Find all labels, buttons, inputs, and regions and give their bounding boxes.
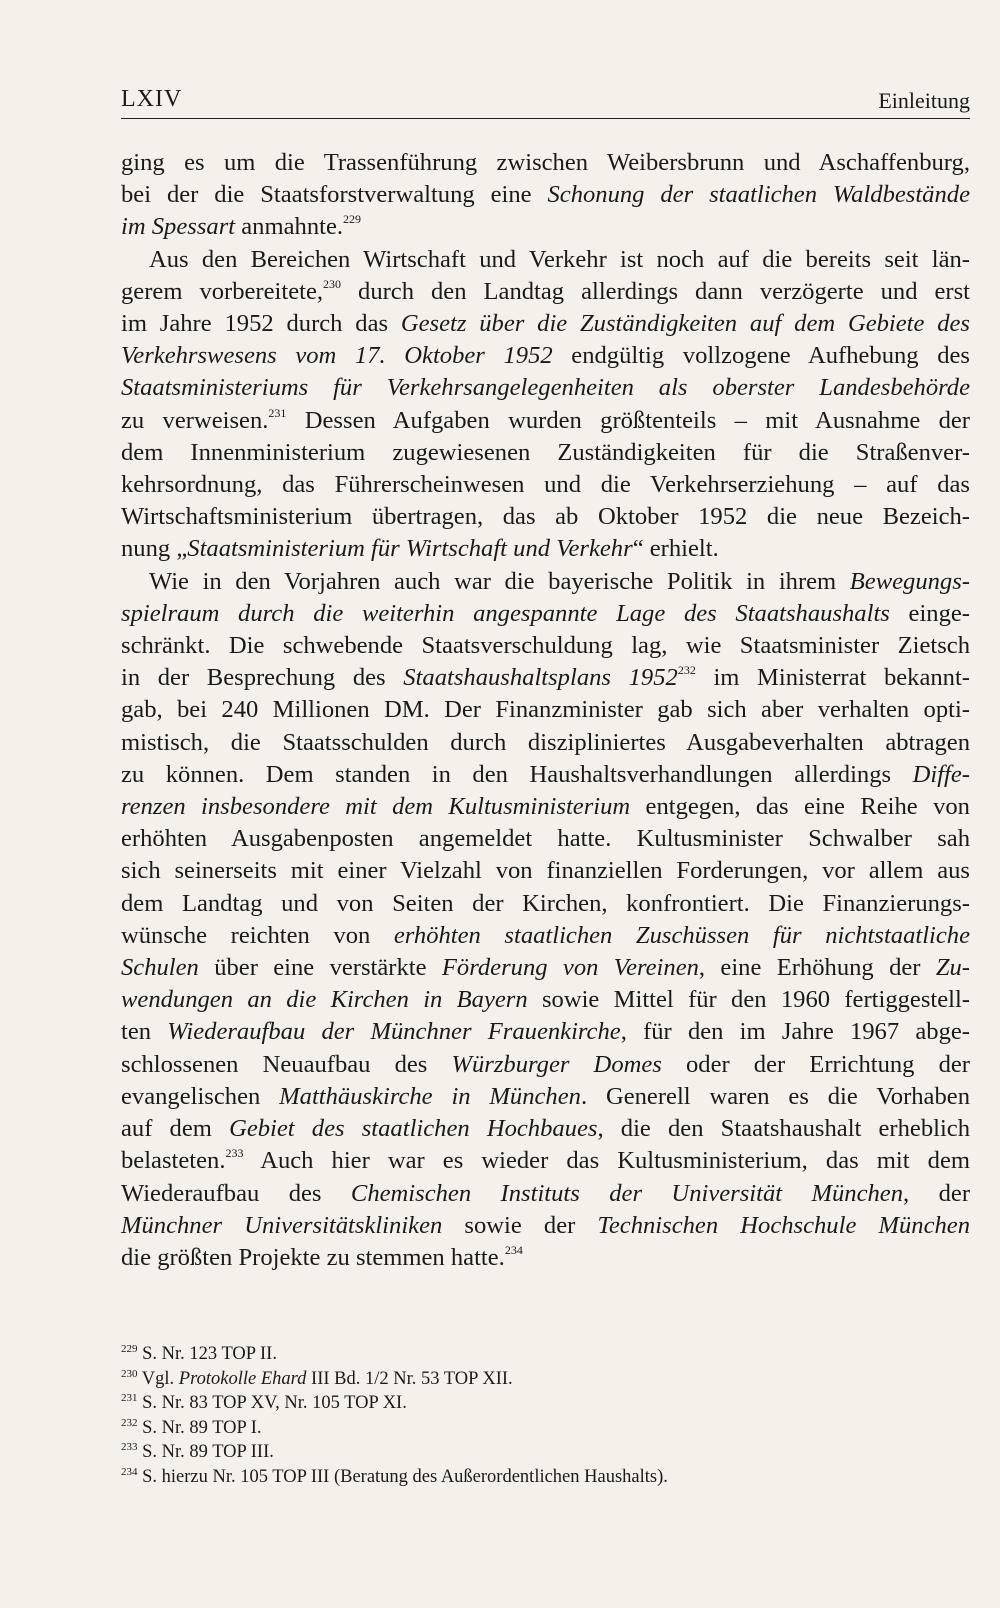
text-line <box>121 566 970 598</box>
text-line <box>121 340 970 372</box>
text-run: oder der Errichtung der <box>661 1050 970 1078</box>
text-line <box>121 405 970 437</box>
footnote-ref: 233 <box>225 1146 244 1161</box>
text-line <box>121 308 970 340</box>
text-run: evangelischen <box>121 1082 280 1110</box>
text-run: sowie der <box>442 1211 598 1239</box>
text-line <box>121 372 970 404</box>
italic-text: im Spessart <box>121 213 236 241</box>
footnote <box>121 1416 970 1441</box>
italic-text: Staatshaushaltsplans 1952 <box>403 664 678 692</box>
italic-text: wendungen an die Kirchen in Bayern <box>121 986 528 1014</box>
text-line <box>121 533 970 565</box>
text-run: anmahnte. <box>235 213 344 241</box>
text-line <box>121 759 970 791</box>
text-run: kehrsordnung, das Führerscheinwesen und die Verkehrserziehung – auf das <box>121 471 970 499</box>
text-run: erhöhten Ausgabenposten angemeldet hatte. Kultusminister Schwalber sah <box>121 825 970 853</box>
text-run: S. Nr. 123 TOP II. <box>142 1344 277 1364</box>
text-run: Auch hier war es wieder das Kultusministerium, das mit dem <box>243 1147 970 1175</box>
text-run: Aus den Bereichen Wirtschaft und Verkehr ist noch auf die bereits seit län- <box>149 245 970 273</box>
text-run: ten <box>121 1018 168 1046</box>
text-run: endgültig vollzogene Aufhebung des <box>552 342 970 370</box>
text-line <box>121 501 970 533</box>
footnote <box>121 1391 970 1416</box>
footnote <box>121 1342 970 1367</box>
italic-text: Förderung von Vereinen <box>441 954 699 982</box>
text-run: schlossenen Neuaufbau des <box>121 1050 452 1078</box>
footnote-number: 231 <box>121 1392 138 1405</box>
italic-text: Zu- <box>935 954 970 982</box>
italic-text: Diffe- <box>912 760 970 788</box>
text-line <box>121 952 970 984</box>
footnote-number: 229 <box>121 1343 138 1355</box>
text-run: über eine verstärkte <box>198 954 442 982</box>
text-line <box>121 1049 970 1081</box>
text-run: sich seinerseits mit einer Vielzahl von finanziellen Forderungen, vor allem aus <box>121 857 970 885</box>
italic-text: Matthäuskirche in München <box>279 1082 581 1110</box>
text-run: , für den im Jahre 1967 abge- <box>620 1018 970 1046</box>
italic-text: Schulen <box>121 954 199 982</box>
text-line <box>121 1210 970 1242</box>
text-line <box>121 179 970 211</box>
italic-text: renzen insbesondere mit dem Kultusministerium <box>121 793 631 821</box>
text-run: , der <box>903 1179 971 1207</box>
text-line <box>121 211 970 243</box>
text-run: im Jahre 1952 durch das <box>121 310 401 338</box>
footnote <box>121 1465 970 1490</box>
text-line <box>121 662 970 694</box>
text-line <box>121 630 970 662</box>
italic-text: Staatsministeriums für Verkehrsangelegenheiten als oberster Landesbehörde <box>121 374 970 402</box>
text-run: nung „ <box>121 535 188 563</box>
italic-text: Staatsministerium für Wirtschaft und Verkehr <box>187 535 633 563</box>
text-line <box>121 984 970 1016</box>
footnote-number: 232 <box>121 1416 138 1429</box>
text-run: einge- <box>889 599 970 627</box>
text-line <box>121 276 970 308</box>
text-line <box>121 1178 970 1210</box>
text-run: , die den Staatshaushalt erheblich <box>597 1115 971 1143</box>
footnote-ref: 234 <box>504 1242 523 1257</box>
footnote-ref: 231 <box>268 405 287 420</box>
text-run: dem Innenministerium zugewiesenen Zuständigkeiten für die Straßenver- <box>121 438 970 466</box>
italic-text: Münchner Universitätskliniken <box>121 1211 443 1239</box>
text-run: Vgl. <box>141 1368 179 1389</box>
text-run: belasteten. <box>121 1147 226 1175</box>
italic-text: Gebiet des staatlichen Hochbaues <box>229 1115 598 1143</box>
text-run: Wirtschaftsministerium übertragen, das ab Oktober 1952 die neue Bezeich- <box>121 503 970 531</box>
text-run: ging es um die Trassenführung zwischen Weibersbrunn und Aschaffenburg, <box>121 149 970 176</box>
text-run: . Generell waren es die Vorhaben <box>580 1082 970 1110</box>
running-header <box>121 82 970 119</box>
italic-text: erhöhten staatlichen Zuschüssen für nichtstaatliche <box>393 921 970 949</box>
text-run: S. Nr. 89 TOP I. <box>142 1417 262 1438</box>
text-line <box>121 727 970 759</box>
text-line <box>121 1242 970 1274</box>
italic-text: Würzburger Domes <box>451 1050 662 1078</box>
text-line <box>121 920 970 952</box>
text-run: gab, bei 240 Millionen DM. Der Finanzminister gab sich aber verhalten opti- <box>121 696 970 724</box>
text-line <box>121 1113 970 1145</box>
text-line <box>121 1016 970 1048</box>
italic-text: Verkehrswesens vom 17. Oktober 1952 <box>121 342 553 370</box>
text-run: Wiederaufbau des <box>121 1179 351 1207</box>
text-run: auf dem <box>121 1115 230 1143</box>
text-run: die größten Projekte zu stemmen hatte. <box>121 1243 505 1271</box>
italic-text: Protokolle Ehard <box>178 1368 307 1389</box>
text-line <box>121 469 970 501</box>
italic-text: Chemischen Instituts der Universität München <box>350 1179 904 1207</box>
italic-text: Schonung der staatlichen Waldbestände <box>547 181 970 209</box>
text-run: “ erhielt. <box>632 535 719 563</box>
text-line <box>121 855 970 887</box>
text-run: bei der die Staatsforstverwaltung eine <box>121 181 548 209</box>
footnote <box>121 1367 970 1392</box>
text-run: , eine Erhöhung der <box>698 954 936 982</box>
text-line <box>121 244 970 276</box>
text-run: dem Landtag und von Seiten der Kirchen, konfrontiert. Die Finanzierungs- <box>121 889 970 917</box>
italic-text: Technischen Hochschule München <box>597 1211 970 1239</box>
italic-text: Wiederaufbau der Münchner Frauenkirche <box>167 1018 621 1046</box>
text-run: schränkt. Die schwebende Staatsverschuldung lag, wie Staatsminister Zietsch <box>121 632 970 660</box>
text-line <box>121 1145 970 1177</box>
text-run: III Bd. 1/2 Nr. 53 TOP XII. <box>306 1368 513 1389</box>
text-run: wünsche reichten von <box>121 921 394 949</box>
text-line <box>121 791 970 823</box>
text-run: S. Nr. 83 TOP XV, Nr. 105 TOP XI. <box>142 1393 407 1414</box>
footnote-number: 230 <box>121 1367 138 1380</box>
text-run: S. hierzu Nr. 105 TOP III (Beratung des Außerordentlichen Haushalts). <box>142 1466 668 1487</box>
italic-text: Gesetz über die Zuständigkeiten auf dem Gebiete des <box>400 310 971 338</box>
text-run: gerem vorbereitete, <box>121 277 324 305</box>
text-line <box>121 147 970 179</box>
text-line <box>121 598 970 630</box>
text-line <box>121 437 970 469</box>
text-line <box>121 694 970 726</box>
text-line <box>121 1081 970 1113</box>
text-run: S. Nr. 89 TOP III. <box>142 1442 274 1463</box>
footnote-number: 233 <box>121 1441 138 1454</box>
text-run: zu verweisen. <box>121 406 269 434</box>
text-run: sowie Mittel für den 1960 fertiggestell- <box>527 986 970 1014</box>
text-run: Dessen Aufgaben wurden größtenteils – mit Ausnahme der <box>286 406 970 434</box>
text-run: mistisch, die Staatsschulden durch diszipliniertes Ausgabeverhalten abtragen <box>121 728 970 756</box>
footnotes <box>121 1342 970 1490</box>
footnote <box>121 1440 970 1465</box>
italic-text: spielraum durch die weiterhin angespannte Lage des Staatshaushalts <box>121 599 890 627</box>
italic-text: Bewegungs- <box>849 567 970 595</box>
footnote-ref: 232 <box>677 663 696 678</box>
footnote-ref: 229 <box>343 212 362 227</box>
section-title: Einleitung <box>878 88 970 113</box>
text-run: Wie in den Vorjahren auch war die bayerische Politik in ihrem <box>149 567 850 595</box>
footnote-number: 234 <box>121 1465 138 1478</box>
text-line <box>121 888 970 920</box>
text-run: im Ministerrat bekannt- <box>695 664 971 692</box>
text-run: in der Besprechung des <box>121 664 404 692</box>
page-number: LXIV <box>121 86 183 112</box>
text-run: zu können. Dem standen in den Haushaltsverhandlungen allerdings <box>121 760 913 788</box>
footnote-ref: 230 <box>323 276 342 291</box>
body-text <box>121 147 970 1274</box>
text-line <box>121 823 970 855</box>
text-run: durch den Landtag allerdings dann verzögerte und erst <box>341 277 970 305</box>
text-run: entgegen, das eine Reihe von <box>630 793 970 821</box>
